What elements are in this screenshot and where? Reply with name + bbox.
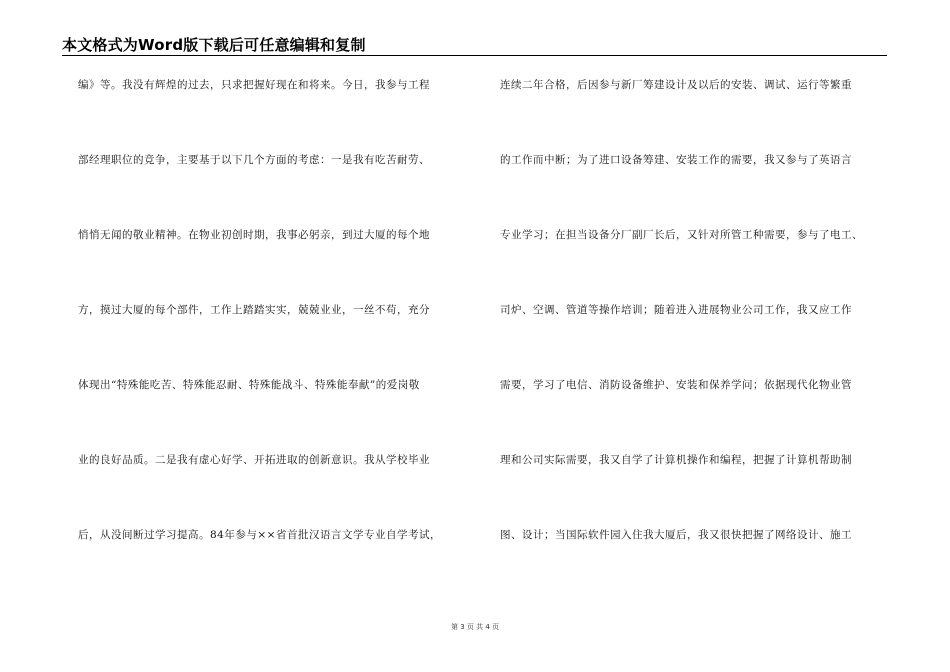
document-header-title: 本文格式为Word版下载后可任意编辑和复制 bbox=[62, 36, 366, 54]
text-line: 需要，学习了电信、消防设备维护、安装和保养学问；依据现代化物业管 bbox=[500, 379, 852, 391]
text-line: 体现出“特殊能吃苦、特殊能忍耐、特殊能战斗、特殊能奉献”的爱岗敬 bbox=[78, 379, 420, 391]
text-line: 理和公司实际需要，我又自学了计算机操作和编程，把握了计算机帮助制 bbox=[500, 454, 852, 466]
header-divider bbox=[62, 55, 887, 56]
text-line: 连续二年合格，后因参与新厂筹建设计及以后的安装、调试、运行等繁重 bbox=[500, 79, 852, 91]
text-line: 部经理职位的竞争，主要基于以下几个方面的考虑：一是我有吃苦耐劳、 bbox=[78, 154, 430, 166]
text-line: 专业学习；在担当设备分厂副厂长后，又针对所管工种需要，参与了电工、 bbox=[500, 229, 863, 241]
text-line: 图、设计；当国际软件园入住我大厦后，我又很快把握了网络设计、施工 bbox=[500, 529, 852, 541]
page-number-footer: 第 3 页 共 4 页 bbox=[450, 623, 500, 631]
text-line: 司炉、空调、管道等操作培训；随着进入进展物业公司工作，我又应工作 bbox=[500, 304, 852, 316]
text-line: 方，摸过大厦的每个部件，工作上踏踏实实，兢兢业业，一丝不苟，充分 bbox=[78, 304, 430, 316]
text-line: 编》等。我没有辉煌的过去，只求把握好现在和将来。今日，我参与工程 bbox=[78, 79, 430, 91]
text-line: 后，从没间断过学习提高。84年参与××省首批汉语言文学专业自学考试， bbox=[78, 529, 441, 541]
text-line: 的工作而中断；为了进口设备筹建、安装工作的需要，我又参与了英语言 bbox=[500, 154, 852, 166]
text-line: 悄悄无闻的敬业精神。在物业初创时期，我事必躬亲，到过大厦的每个地 bbox=[78, 229, 430, 241]
text-line: 业的良好品质。二是我有虚心好学、开拓进取的创新意识。我从学校毕业 bbox=[78, 454, 430, 466]
